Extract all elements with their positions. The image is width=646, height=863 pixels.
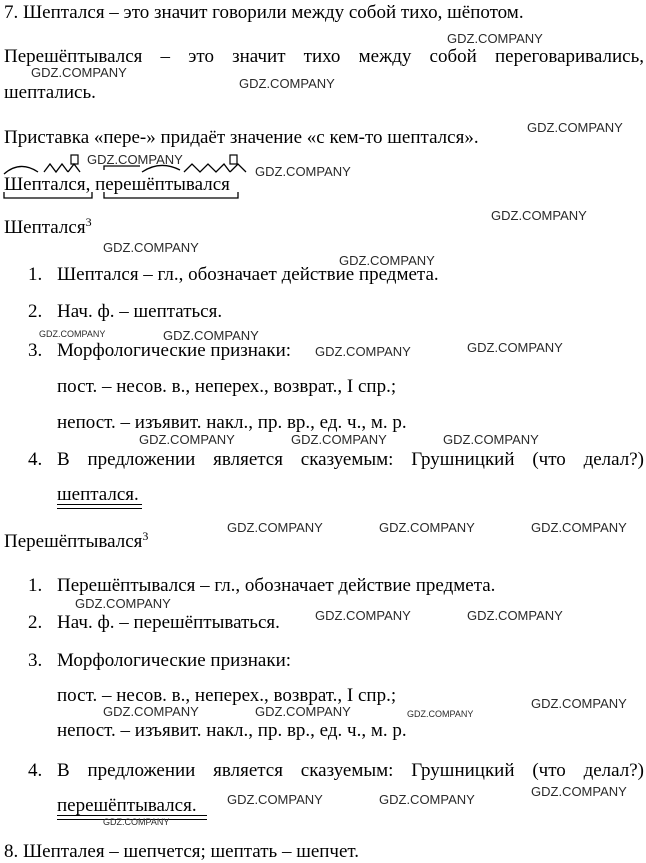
stem-bracket-1 bbox=[4, 192, 92, 198]
word-sheptalsya: Шептался bbox=[4, 174, 86, 195]
analysis1-item-1: Шептался – гл., обозначает действие предмета. bbox=[57, 264, 439, 285]
analysis1-item-2: Нач. ф. – шептаться. bbox=[57, 301, 223, 322]
word-pereshoptyvalsya: перешёптывался bbox=[95, 174, 230, 195]
analysis1-nepost: непост. – изъявит. накл., пр. вр., ед. ч., м. р. bbox=[57, 412, 407, 433]
watermark: GDZ.COMPANY bbox=[315, 608, 411, 623]
task7-line-3: шептались. bbox=[4, 82, 96, 103]
watermark: GDZ.COMPANY bbox=[379, 792, 475, 807]
analysis1-item-1-num: 1. bbox=[28, 264, 43, 285]
analysis1-item-4: В предложении является сказуемым: Грушницкий (что делал?) bbox=[57, 449, 644, 470]
analysis1-predicate-line: шептался. bbox=[57, 484, 139, 505]
ending-box-mark-2 bbox=[230, 155, 237, 164]
analysis2-post: пост. – несов. в., неперех., возврат., I спр.; bbox=[57, 685, 397, 706]
morphemic-parsing-line: Шептался, перешёптывался bbox=[4, 174, 230, 195]
watermark: GDZ.COMPANY bbox=[379, 520, 475, 535]
analysis1-post: пост. – несов. в., неперех., возврат., I спр.; bbox=[57, 376, 397, 397]
analysis1-item-3-num: 3. bbox=[28, 340, 43, 361]
task7-line-4: Приставка «пере-» придаёт значение «с кем-то шептался». bbox=[4, 127, 479, 148]
task7-line-2: Перешёптывался – это значит тихо между собой переговаривались, bbox=[4, 46, 644, 67]
watermark: GDZ.COMPANY bbox=[407, 709, 474, 719]
suffix-mark-1b bbox=[68, 164, 80, 172]
analysis1-item-2-num: 2. bbox=[28, 301, 43, 322]
analysis1-item-4-num: 4. bbox=[28, 449, 43, 470]
watermark: GDZ.COMPANY bbox=[103, 704, 199, 719]
watermark: GDZ.COMPANY bbox=[75, 596, 171, 611]
analysis2-title: Перешёптывался$^3$ bbox=[4, 529, 149, 552]
suffix-mark-2b bbox=[230, 164, 246, 172]
task8-line: 8. Шепталея – шепчется; шептать – шепчет. bbox=[4, 841, 360, 862]
analysis2-item-1-num: 1. bbox=[28, 575, 43, 596]
analysis2-nepost: непост. – изъявит. накл., пр. вр., ед. ч., м. р. bbox=[57, 720, 407, 741]
watermark: GDZ.COMPANY bbox=[491, 208, 587, 223]
suffix-mark-2 bbox=[184, 164, 230, 172]
analysis1-title: Шептался$^3$ bbox=[4, 215, 92, 238]
watermark: GDZ.COMPANY bbox=[315, 344, 411, 359]
analysis2-item-3: Морфологические признаки: bbox=[57, 650, 292, 671]
watermark: GDZ.COMPANY bbox=[531, 784, 627, 799]
watermark: GDZ.COMPANY bbox=[39, 329, 106, 339]
analysis2-item-4: В предложении является сказуемым: Грушницкий (что делал?) bbox=[57, 760, 644, 781]
watermark: GDZ.COMPANY bbox=[467, 340, 563, 355]
stem-bracket-2 bbox=[104, 192, 238, 198]
analysis2-item-1: Перешёптывался – гл., обозначает действие предмета. bbox=[57, 575, 496, 596]
analysis2-item-2-num: 2. bbox=[28, 612, 43, 633]
predicate-underline-1 bbox=[57, 504, 142, 509]
watermark: GDZ.COMPANY bbox=[227, 792, 323, 807]
ending-box-mark-1 bbox=[71, 155, 78, 164]
watermark: GDZ.COMPANY bbox=[447, 31, 543, 46]
watermark: GDZ.COMPANY bbox=[255, 704, 351, 719]
watermark: GDZ.COMPANY bbox=[291, 432, 387, 447]
watermark: GDZ.COMPANY bbox=[163, 328, 259, 343]
watermark: GDZ.COMPANY bbox=[239, 76, 335, 91]
task7-line-1: 7. Шептался – это значит говорили между собой тихо, шёпотом. bbox=[4, 2, 524, 23]
watermark: GDZ.COMPANY bbox=[87, 152, 183, 167]
watermark: GDZ.COMPANY bbox=[31, 65, 127, 80]
watermark: GDZ.COMPANY bbox=[527, 120, 623, 135]
watermark: GDZ.COMPANY bbox=[103, 817, 170, 827]
suffix-mark-1 bbox=[44, 164, 68, 172]
watermark: GDZ.COMPANY bbox=[443, 432, 539, 447]
analysis2-item-2: Нач. ф. – перешёптываться. bbox=[57, 612, 280, 633]
analysis2-item-4-num: 4. bbox=[28, 760, 43, 781]
analysis1-predicate: шептался bbox=[57, 484, 135, 505]
analysis2-predicate-line: перешёптывался. bbox=[57, 795, 197, 816]
watermark: GDZ.COMPANY bbox=[531, 696, 627, 711]
watermark: GDZ.COMPANY bbox=[339, 253, 435, 268]
watermark: GDZ.COMPANY bbox=[255, 164, 351, 179]
watermark: GDZ.COMPANY bbox=[139, 432, 235, 447]
analysis2-item-3-num: 3. bbox=[28, 650, 43, 671]
watermark: GDZ.COMPANY bbox=[467, 608, 563, 623]
root-arc-mark-1 bbox=[4, 166, 38, 174]
watermark: GDZ.COMPANY bbox=[227, 520, 323, 535]
analysis2-predicate: перешёптывался bbox=[57, 795, 192, 816]
analysis1-item-3: Морфологические признаки: bbox=[57, 340, 292, 361]
watermark: GDZ.COMPANY bbox=[531, 520, 627, 535]
watermark: GDZ.COMPANY bbox=[103, 240, 199, 255]
